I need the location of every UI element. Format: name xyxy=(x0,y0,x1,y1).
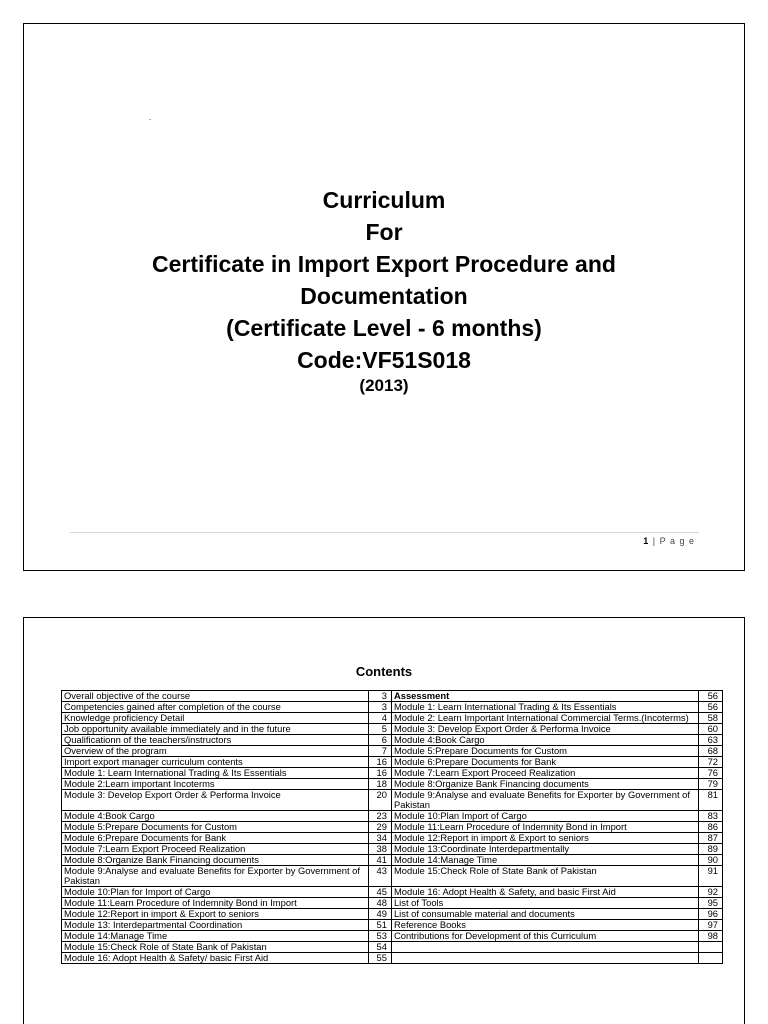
toc-page-number: 38 xyxy=(369,844,392,855)
toc-page-number xyxy=(699,953,723,964)
table-row xyxy=(62,855,723,866)
toc-entry: Module 13:Coordinate Interdepartmentally xyxy=(391,844,698,855)
toc-page-number: 60 xyxy=(699,724,723,735)
page-number xyxy=(643,535,695,547)
toc-page-number: 92 xyxy=(699,887,723,898)
toc-entry: Module 7:Learn Export Proceed Realization xyxy=(391,768,698,779)
toc-page-number: 96 xyxy=(699,909,723,920)
contents-page xyxy=(23,617,745,1024)
cover-page xyxy=(23,23,745,571)
toc-page-number: 48 xyxy=(369,898,392,909)
toc-entry: Module 3: Develop Export Order & Performa Invoice xyxy=(391,724,698,735)
toc-entry: Module 6:Prepare Documents for Bank xyxy=(62,833,369,844)
toc-entry: Module 5:Prepare Documents for Custom xyxy=(391,746,698,757)
contents-table-body xyxy=(62,691,723,964)
toc-entry: Import export manager curriculum contents xyxy=(62,757,369,768)
toc-page-number: 81 xyxy=(699,790,723,811)
toc-entry: Module 13: Interdepartmental Coordination xyxy=(62,920,369,931)
toc-page-number: 55 xyxy=(369,953,392,964)
toc-page-number: 49 xyxy=(369,909,392,920)
title-line: Documentation xyxy=(300,283,468,309)
toc-entry: Module 15:Check Role of State Bank of Pakistan xyxy=(391,866,698,887)
toc-entry: Contributions for Development of this Curriculum xyxy=(391,931,698,942)
toc-entry: Module 15:Check Role of State Bank of Pakistan xyxy=(62,942,369,953)
toc-page-number: 54 xyxy=(369,942,392,953)
title-line: Code:VF51S018 xyxy=(297,347,471,373)
toc-page-number: 72 xyxy=(699,757,723,768)
toc-page-number: 41 xyxy=(369,855,392,866)
toc-entry: Knowledge proficiency Detail xyxy=(62,713,369,724)
table-row xyxy=(62,920,723,931)
title-line: Curriculum xyxy=(322,187,446,213)
toc-entry: List of Tools xyxy=(391,898,698,909)
toc-entry: Module 16: Adopt Health & Safety, and basic First Aid xyxy=(391,887,698,898)
toc-entry: Overall objective of the course xyxy=(62,691,369,702)
contents-table xyxy=(61,690,723,964)
toc-page-number: 79 xyxy=(699,779,723,790)
page-number-label: | P a g e xyxy=(649,536,695,546)
toc-entry: Module 12:Report in import & Export to seniors xyxy=(62,909,369,920)
toc-entry: Qualificationn of the teachers/instructors xyxy=(62,735,369,746)
toc-page-number: 86 xyxy=(699,822,723,833)
cover-year: (2013) xyxy=(359,376,409,395)
table-row xyxy=(62,811,723,822)
toc-entry: Module 14:Manage Time xyxy=(62,931,369,942)
toc-entry: Module 2:Learn important Incoterms xyxy=(62,779,369,790)
table-row xyxy=(62,931,723,942)
table-row xyxy=(62,887,723,898)
toc-page-number: 18 xyxy=(369,779,392,790)
toc-page-number: 4 xyxy=(369,713,392,724)
toc-page-number: 29 xyxy=(369,822,392,833)
toc-page-number: 7 xyxy=(369,746,392,757)
table-row xyxy=(62,866,723,887)
table-row xyxy=(62,833,723,844)
table-row xyxy=(62,757,723,768)
table-row xyxy=(62,713,723,724)
toc-entry: List of consumable material and documents xyxy=(391,909,698,920)
table-row xyxy=(62,702,723,713)
toc-entry: Module 7:Learn Export Proceed Realization xyxy=(62,844,369,855)
toc-page-number: 56 xyxy=(699,691,723,702)
toc-page-number: 83 xyxy=(699,811,723,822)
toc-page-number: 68 xyxy=(699,746,723,757)
page-number-value: 1 xyxy=(643,536,650,546)
toc-entry: Reference Books xyxy=(391,920,698,931)
toc-page-number: 45 xyxy=(369,887,392,898)
table-row xyxy=(62,724,723,735)
table-row xyxy=(62,953,723,964)
table-row xyxy=(62,942,723,953)
footer-rule xyxy=(70,532,699,533)
toc-entry: Module 10:Plan for Import of Cargo xyxy=(62,887,369,898)
title-line: (Certificate Level - 6 months) xyxy=(226,315,542,341)
toc-entry: Module 12:Report in import & Export to seniors xyxy=(391,833,698,844)
toc-entry: Module 9:Analyse and evaluate Benefits for Exporter by Government of Pakistan xyxy=(62,866,369,887)
toc-page-number: 3 xyxy=(369,702,392,713)
toc-entry: Module 3: Develop Export Order & Performa Invoice xyxy=(62,790,369,811)
stray-dot: . xyxy=(149,113,152,122)
toc-page-number: 89 xyxy=(699,844,723,855)
toc-entry: Assessment xyxy=(391,691,698,702)
toc-entry: Module 10:Plan Import of Cargo xyxy=(391,811,698,822)
toc-page-number: 6 xyxy=(369,735,392,746)
table-row xyxy=(62,779,723,790)
table-row xyxy=(62,909,723,920)
toc-entry: Module 14:Manage Time xyxy=(391,855,698,866)
toc-page-number: 87 xyxy=(699,833,723,844)
toc-entry: Overview of the program xyxy=(62,746,369,757)
toc-entry: Module 5:Prepare Documents for Custom xyxy=(62,822,369,833)
toc-page-number: 97 xyxy=(699,920,723,931)
contents-heading: Contents xyxy=(355,664,413,679)
toc-page-number: 43 xyxy=(369,866,392,887)
toc-page-number: 76 xyxy=(699,768,723,779)
toc-page-number: 63 xyxy=(699,735,723,746)
toc-page-number: 53 xyxy=(369,931,392,942)
table-row xyxy=(62,768,723,779)
toc-entry: Module 16: Adopt Health & Safety/ basic First Aid xyxy=(62,953,369,964)
toc-page-number: 16 xyxy=(369,768,392,779)
toc-page-number: 3 xyxy=(369,691,392,702)
toc-entry: Module 8:Organize Bank Financing documents xyxy=(391,779,698,790)
toc-entry: Module 2: Learn Important International Commercial Terms.(Incoterms) xyxy=(391,713,698,724)
toc-entry: Module 9:Analyse and evaluate Benefits for Exporter by Government of Pakistan xyxy=(391,790,698,811)
toc-page-number: 58 xyxy=(699,713,723,724)
cover-title-block xyxy=(24,184,744,396)
toc-page-number xyxy=(699,942,723,953)
table-row xyxy=(62,844,723,855)
table-row xyxy=(62,822,723,833)
toc-page-number: 91 xyxy=(699,866,723,887)
toc-page-number: 16 xyxy=(369,757,392,768)
toc-entry: Module 4:Book Cargo xyxy=(391,735,698,746)
toc-page-number: 34 xyxy=(369,833,392,844)
toc-page-number: 20 xyxy=(369,790,392,811)
table-row xyxy=(62,790,723,811)
toc-page-number: 90 xyxy=(699,855,723,866)
toc-entry: Module 8:Organize Bank Financing documents xyxy=(62,855,369,866)
title-line: Certificate in Import Export Procedure and xyxy=(152,251,616,277)
table-row xyxy=(62,898,723,909)
toc-page-number: 5 xyxy=(369,724,392,735)
toc-page-number: 56 xyxy=(699,702,723,713)
toc-entry: Module 4:Book Cargo xyxy=(62,811,369,822)
toc-page-number: 51 xyxy=(369,920,392,931)
toc-entry: Module 11:Learn Procedure of Indemnity Bond in Import xyxy=(391,822,698,833)
toc-entry: Module 1: Learn International Trading & Its Essentials xyxy=(391,702,698,713)
table-row xyxy=(62,691,723,702)
toc-page-number: 95 xyxy=(699,898,723,909)
toc-page-number: 23 xyxy=(369,811,392,822)
table-row xyxy=(62,746,723,757)
toc-page-number: 98 xyxy=(699,931,723,942)
toc-entry: Module 11:Learn Procedure of Indemnity Bond in Import xyxy=(62,898,369,909)
toc-entry: Module 1: Learn International Trading & Its Essentials xyxy=(62,768,369,779)
toc-entry: Job opportunity available immediately and in the future xyxy=(62,724,369,735)
toc-entry: Competencies gained after completion of the course xyxy=(62,702,369,713)
table-row xyxy=(62,735,723,746)
toc-entry: Module 6:Prepare Documents for Bank xyxy=(391,757,698,768)
title-line: For xyxy=(365,219,403,245)
toc-entry xyxy=(391,953,698,964)
toc-entry xyxy=(391,942,698,953)
